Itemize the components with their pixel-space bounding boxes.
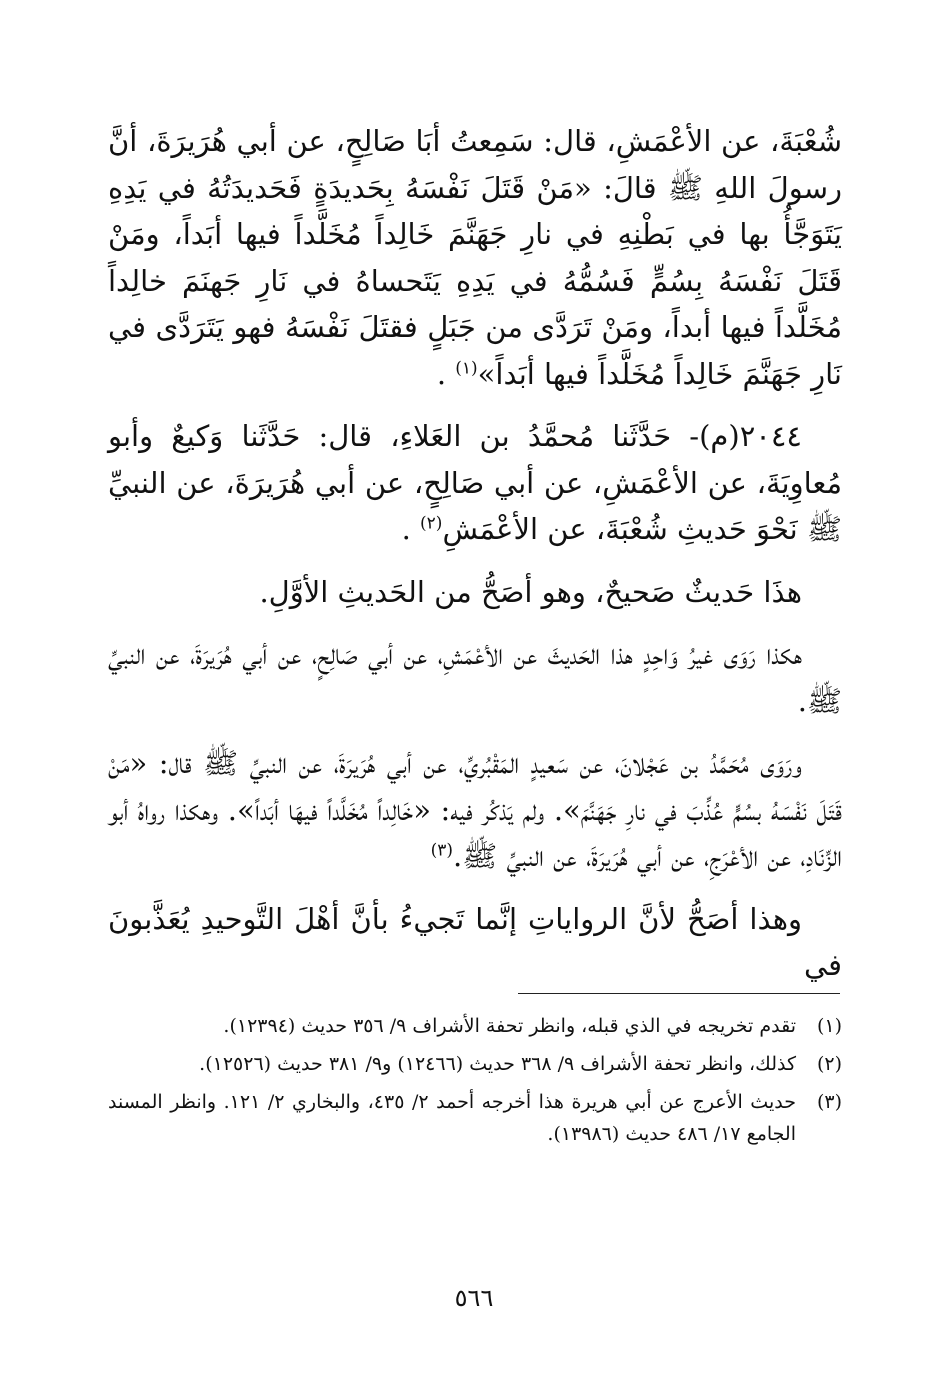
paragraph-grading: هذَا حَديثٌ صَحيحٌ، وهو أصَحُّ من الحَديثِ الأوَّلِ. <box>259 574 802 609</box>
paragraph-hadith-2044: ٢٠٤٤(م)- حَدَّثَنا مُحمَّدُ بن العَلاءِ، قال: حَدَّثَنا وَكيعٌ وأبو مُعاوِيَةَ، عن الأعْمَشِ، عن أبي صَالِحٍ، عن أبي هُرَيرَةَ، عن النبيِّ ﷺ نَحْوَ حَديثِ شُعْبَةَ، عن الأعْمَشِ$^{(٢)}$ . <box>108 419 842 546</box>
footnote-number: (٣) <box>816 1091 842 1113</box>
footnote-ref-1: (١) <box>455 357 478 378</box>
footnotes <box>108 1010 842 1156</box>
paragraph-narration-note: هكذا رَوَى غيرُ وَاحِدٍ هذا الحَديثَ عن الأعْمَشِ، عن أبي صَالِحٍ، عن أبي هُرَيرَةَ، عن النبيِّ ﷺ. <box>108 637 842 718</box>
footnote-text: كذلك، وانظر تحفة الأشراف ٩/ ٣٦٨ حديث (١٢٤٦٦) و٩/ ٣٨١ حديث (١٢٥٢٦). <box>199 1053 796 1075</box>
main-text <box>108 118 842 989</box>
footnote-3 <box>108 1086 842 1150</box>
paragraph-text: ٢٠٤٤(م)- حَدَّثَنا مُحمَّدُ بن العَلاءِ، قال: حَدَّثَنا وَكيعٌ وأبو مُعاوِيَةَ، عن الأعْمَشِ، عن أبي صَالِحٍ، عن أبي هُرَيرَةَ، عن النبيِّ ﷺ نَحْوَ حَديثِ شُعْبَةَ، عن الأعْمَشِ <box>108 419 842 546</box>
footnote-ref-2: (٢) <box>420 513 443 534</box>
paragraph-text: شُعْبَةَ، عن الأعْمَشِ، قال: سَمِعتُ أبَا صَالِحٍ، عن أبي هُرَيرَةَ، أنَّ رسولَ اللهِ ﷺ قالَ: «مَنْ قَتَلَ نَفْسَهُ بِحَديدَةٍ فَحَديدَتُهُ في يَدِهِ يَتَوَجَّأُ بها في بَطْنِهِ في نارِ جَهَنَّمَ خَالِداً مُخَلَّداً فيها أبَداً، ومَنْ قَتَلَ نَفْسَهُ بِسُمٍّ فَسُمُّهُ في يَدِهِ يَتَحساهُ في نَارِ جَهنَمَ خالِداً مُخَلَّداً فيها أبداً، ومَنْ تَرَدَّى من جَبَلٍ فقتَلَ نَفْسَهُ فهو يَتَرَدَّى في نَارِ جَهَنَّمَ خَالِداً مُخَلَّداً فيها أبَداً» <box>108 124 842 391</box>
footnote-text: حديث الأعرج عن أبي هريرة هذا أخرجه أحمد ٢/ ٤٣٥، والبخاري ٢/ ١٢١. وانظر المسند الجامع ١٧/ ٤٨٦ حديث (١٣٩٨٦). <box>108 1091 796 1145</box>
footnote-number: (٢) <box>816 1053 842 1075</box>
page-number: ٥٦٦ <box>454 1284 494 1312</box>
footnote-divider <box>518 993 840 994</box>
paragraph-text: ورَوَى مُحَمَّدُ بن عَجْلانَ، عن سَعيدٍ المَقْبُريِّ، عن أبي هُرَيرَةَ، عن النبيِّ ﷺ قال: «مَنْ قَتَلَ نَفْسَهُ بسُمٍّ عُذِّبَ في نارِ جَهَنَّمَ». ولم يَذكُر فيه: «خَالِداً مُخَلَّداً فيهَا أبَداً». وهكذا رواهُ أبو الزِّنَادِ، عن الأعْرَجِ، عن أبي هُرَيرَةَ، عن النبيِّ ﷺ. <box>108 746 842 873</box>
paragraph-conclusion: وهذا أصَحُّ لأنَّ الرواياتِ إنَّما تَجيءُ بأنَّ أهْلَ التَّوحيدِ يُعَذَّبونَ في <box>108 901 842 982</box>
footnote-1 <box>108 1010 842 1042</box>
footnote-ref-3: (٣) <box>430 840 454 861</box>
footnote-2 <box>108 1048 842 1080</box>
footnote-text: تقدم تخريجه في الذي قبله، وانظر تحفة الأشراف ٩/ ٣٥٦ حديث (١٢٣٩٤). <box>223 1015 796 1037</box>
footnote-number: (١) <box>816 1015 842 1037</box>
paragraph-ajlan-narration <box>108 740 842 880</box>
paragraph-hadith-text: شُعْبَةَ، عن الأعْمَشِ، قال: سَمِعتُ أبَا صَالِحٍ، عن أبي هُرَيرَةَ، أنَّ رسولَ اللهِ ﷺ قالَ: «مَنْ قَتَلَ نَفْسَهُ بِحَديدَةٍ فَحَديدَتُهُ في يَدِهِ يَتَوَجَّأُ بها في بَطْنِهِ في نارِ جَهَنَّمَ خَالِداً مُخَلَّداً فيها أبَداً، ومَنْ قَتَلَ نَفْسَهُ بِسُمٍّ فَسُمُّهُ في يَدِهِ يَتَحساهُ في نَارِ جَهنَمَ خالِداً مُخَلَّداً فيها أبداً، ومَنْ تَرَدَّى من جَبَلٍ فقتَلَ نَفْسَهُ فهو يَتَرَدَّى في نَارِ جَهَنَّمَ خَالِداً مُخَلَّداً فيها أبَداً»$^{(١)}$ . <box>108 124 842 391</box>
